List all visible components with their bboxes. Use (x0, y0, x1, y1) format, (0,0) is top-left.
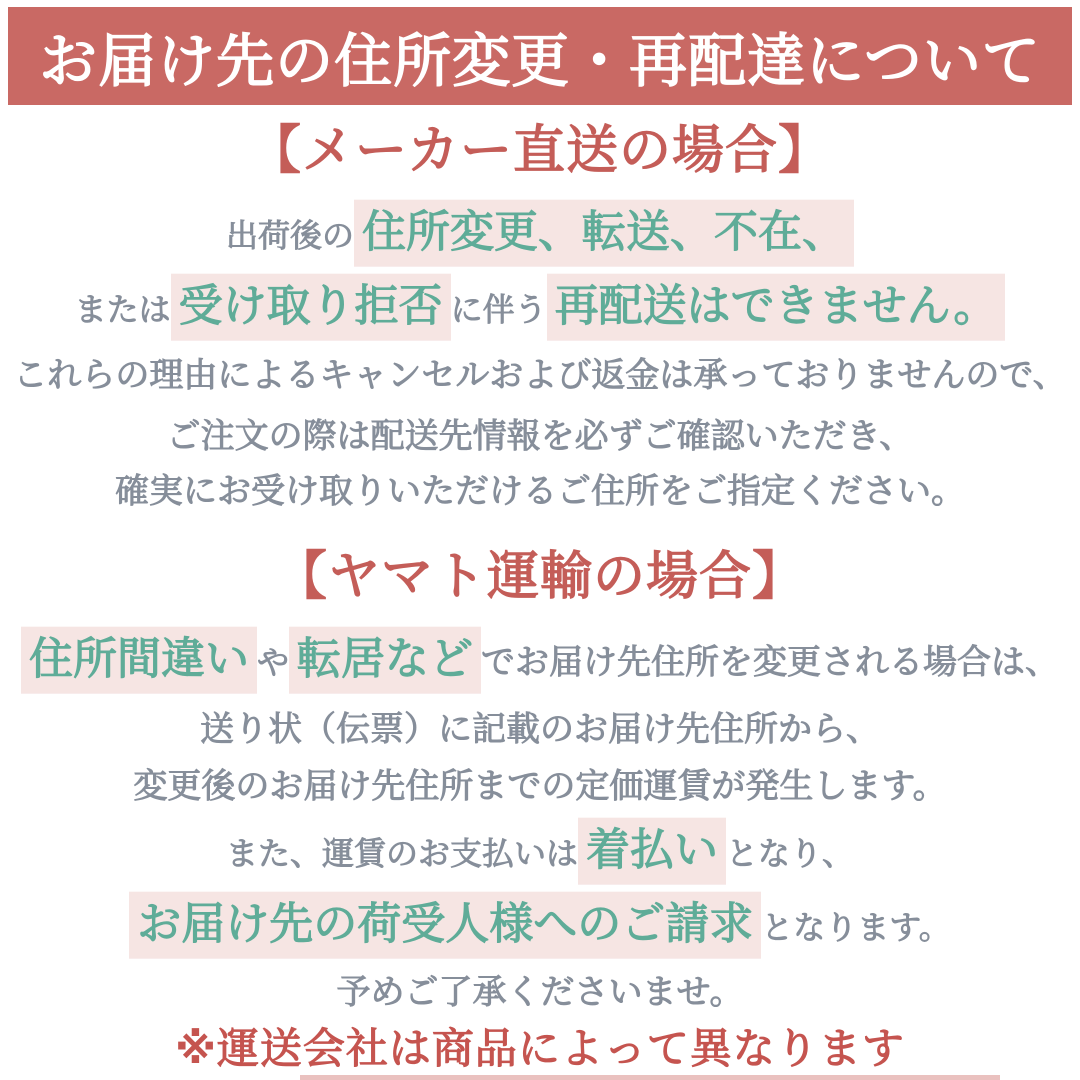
text-highlighted: 住所間違い (21, 627, 257, 694)
text-plain: となり、 (726, 835, 855, 872)
yamato-line-address-change (0, 635, 1080, 686)
yamato-line-billed-to-recipient (0, 900, 1080, 951)
text-plain: 出荷後の (225, 217, 354, 254)
text-highlighted: 転居など (289, 627, 481, 694)
yamato-line-cash-on-delivery (0, 826, 1080, 877)
maker-paragraph-confirm-info: ご注文の際は配送先情報を必ずご確認いただき、 (166, 417, 914, 456)
title-banner (8, 7, 1072, 105)
maker-line-shipped (0, 208, 1080, 259)
text-plain: や (256, 644, 289, 681)
footer-underline (300, 1075, 1000, 1080)
text-highlighted: 着払い (578, 818, 726, 885)
section-heading-yamato: 【ヤマト運輸の場合】 (274, 548, 805, 607)
text-plain: または (74, 291, 171, 328)
text-plain: となります。 (761, 909, 951, 946)
footer-carrier-note: ※運送会社は商品によって異なります (175, 1024, 905, 1072)
text-plain: でお届け先住所を変更される場合は、 (481, 643, 1059, 682)
text-highlighted: お届け先の荷受人様へのご請求 (129, 892, 761, 959)
maker-paragraph-specify-address: 確実にお受け取りいただけるご住所をご指定ください。 (115, 472, 965, 511)
yamato-paragraph-acknowledgement: 予めご了承くださいませ。 (336, 973, 744, 1012)
text-plain: また、運賃のお支払いは (225, 835, 578, 872)
text-plain: に伴う (450, 291, 547, 328)
maker-paragraph-no-cancel: これらの理由によるキャンセルおよび返金は承っておりませんので、 (13, 356, 1067, 395)
section-heading-maker-direct: 【メーカー直送の場合】 (249, 122, 831, 181)
page-title: お届け先の住所変更・再配達について (39, 29, 1041, 94)
yamato-paragraph-invoice-address: 送り状（伝票）に記載のお届け先住所から、 (200, 710, 880, 749)
text-highlighted: 住所変更、転送、不在、 (354, 200, 854, 267)
text-highlighted: 受け取り拒否 (171, 274, 451, 341)
text-highlighted: 再配送はできません。 (547, 274, 1006, 341)
yamato-paragraph-freight-charge: 変更後のお届け先住所までの定価運賃が発生します。 (133, 767, 947, 806)
maker-line-refusal (0, 282, 1080, 333)
